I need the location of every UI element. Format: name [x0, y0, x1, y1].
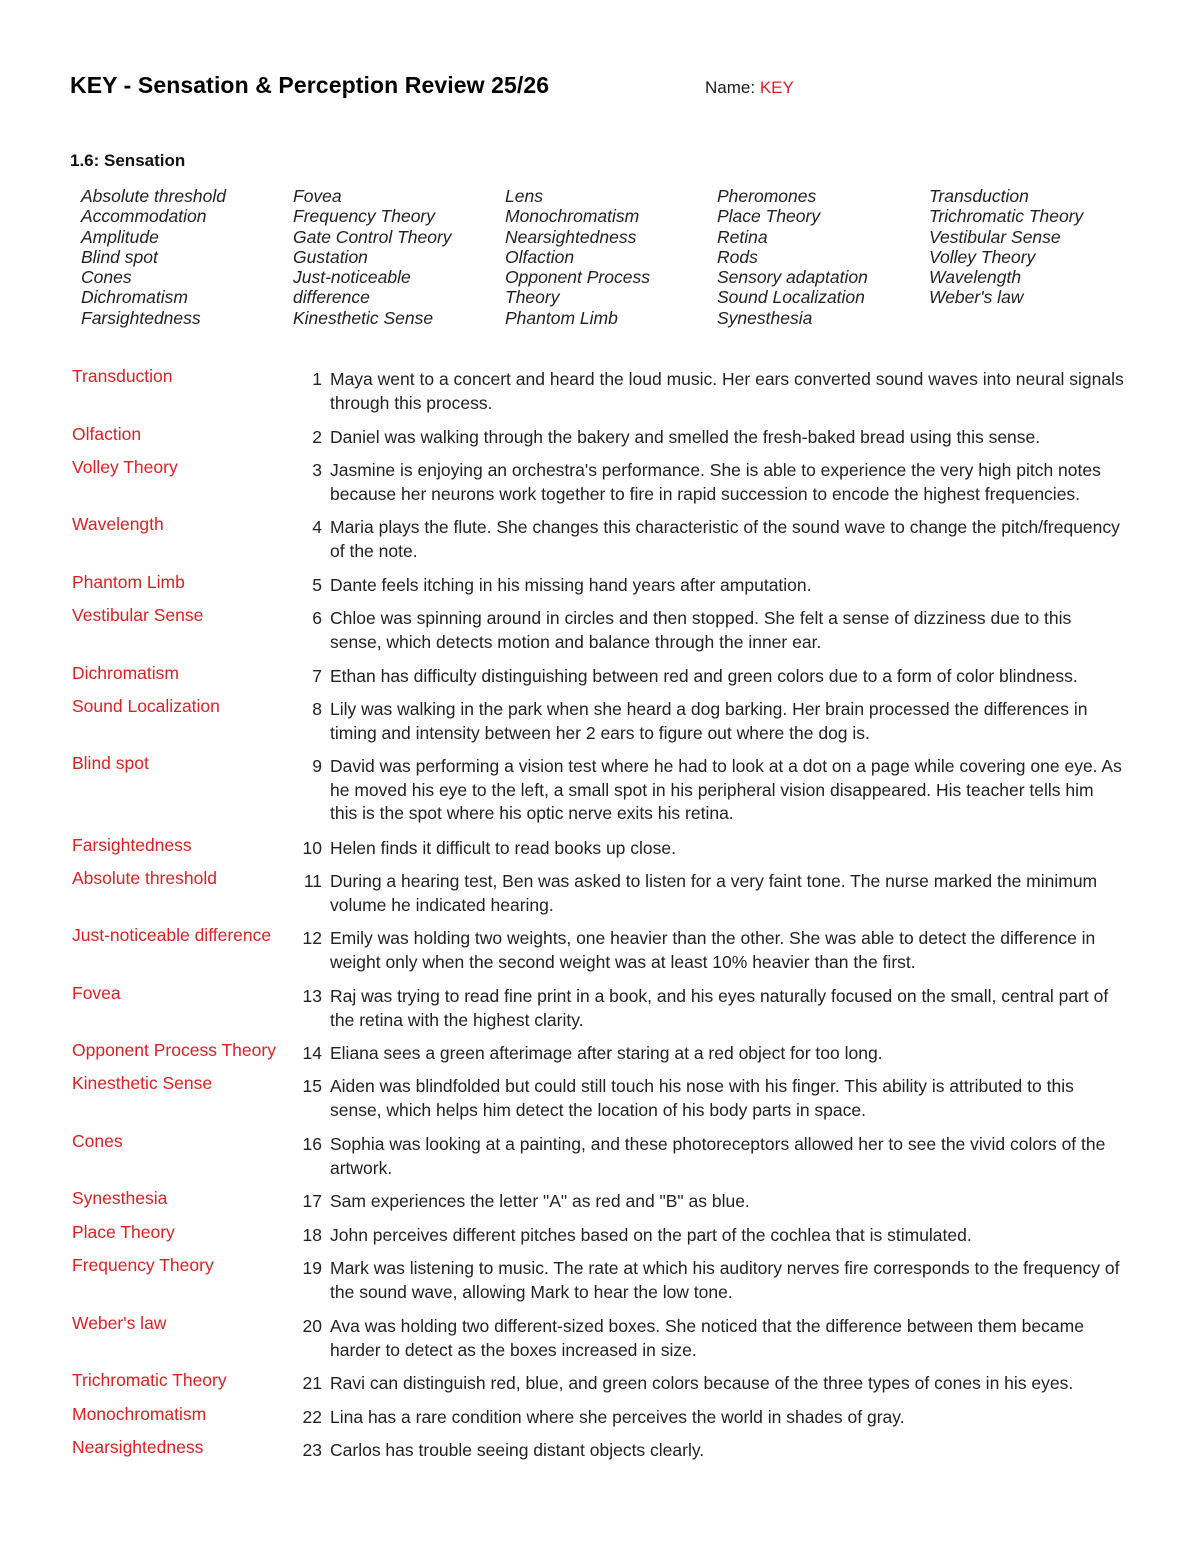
- question-text: Helen finds it difficult to read books up close.: [330, 838, 676, 858]
- question-number: 20: [302, 1316, 322, 1336]
- answer-text: Transduction: [72, 366, 173, 386]
- word-bank-term: Pheromones: [717, 186, 817, 206]
- answer-text: Wavelength: [72, 514, 164, 534]
- answer-text: Absolute threshold: [72, 868, 217, 888]
- word-bank-term: Synesthesia: [717, 307, 813, 328]
- word-bank-term: Frequency Theory: [293, 206, 436, 227]
- question-number: 22: [302, 1407, 322, 1427]
- question-text: Aiden was blindfolded but could still touch his nose with his finger. This ability is attributed to this sense, which helps him detect the location of his body parts in space.: [330, 1076, 1074, 1120]
- word-bank-term: Retina: [717, 226, 768, 247]
- question-number: 14: [302, 1043, 322, 1063]
- answer-text: Volley Theory: [72, 457, 178, 477]
- word-bank-term: Sensory adaptation: [717, 267, 868, 288]
- answer-text: Synesthesia: [72, 1188, 168, 1208]
- answer-text: Place Theory: [72, 1222, 175, 1242]
- question-text: Sam experiences the letter "A" as red and "B" as blue.: [330, 1191, 750, 1211]
- question-number: 12: [302, 928, 322, 948]
- question-number: 16: [302, 1134, 322, 1154]
- question-text: Carlos has trouble seeing distant objects clearly.: [330, 1440, 705, 1460]
- word-bank-term: Kinesthetic Sense: [293, 307, 434, 328]
- question-number: 17: [302, 1191, 322, 1211]
- question-number: 9: [312, 756, 322, 776]
- answer-text: Vestibular Sense: [72, 605, 204, 625]
- answer-text: Fovea: [72, 983, 121, 1003]
- name-field: [705, 78, 794, 98]
- word-bank-term: Just-noticeable: [293, 267, 411, 288]
- page-title: KEY - Sensation & Perception Review 25/26: [70, 72, 550, 98]
- answer-text: Trichromatic Theory: [72, 1370, 227, 1390]
- question-number: 7: [312, 666, 322, 686]
- question-number: 10: [302, 838, 322, 858]
- word-bank-term: Monochromatism: [505, 206, 640, 227]
- word-bank-term: difference: [293, 287, 370, 308]
- question-number: 11: [303, 871, 322, 891]
- word-bank-term: Trichromatic Theory: [929, 206, 1084, 227]
- word-bank-term: Dichromatism: [81, 287, 188, 308]
- word-bank-term: Opponent Process: [505, 267, 650, 288]
- answer-text: Phantom Limb: [72, 572, 185, 592]
- word-bank-term: Accommodation: [81, 206, 207, 227]
- answer-text: Frequency Theory: [72, 1255, 214, 1275]
- answer-text: Farsightedness: [72, 835, 192, 855]
- question-text: Maya went to a concert and heard the loud music. Her ears converted sound waves into neural signals through this process.: [330, 369, 1124, 413]
- word-bank-term: Volley Theory: [929, 246, 1036, 267]
- answer-text: Nearsightedness: [72, 1437, 204, 1457]
- word-bank-term: Vestibular Sense: [929, 226, 1061, 247]
- question-number: 1: [312, 369, 322, 389]
- question-text: John perceives different pitches based on the part of the cochlea that is stimulated.: [330, 1225, 972, 1245]
- word-bank-column-1: [81, 186, 286, 328]
- question-number: 18: [302, 1225, 322, 1245]
- word-bank-term: Olfaction: [505, 246, 575, 267]
- word-bank-column-4: [717, 186, 922, 328]
- word-bank-term: Place Theory: [717, 206, 821, 227]
- question-text: Chloe was spinning around in circles and then stopped. She felt a sense of dizziness due to this sense, which detects motion and balance through the inner ear.: [330, 608, 1072, 652]
- question-number: 21: [302, 1373, 322, 1393]
- question-text: Lily was walking in the park when she heard a dog barking. Her brain processed the differences in timing and intensity between her 2 ears to figure out where the dog is.: [330, 699, 1088, 743]
- word-bank-term: Farsightedness: [81, 307, 201, 328]
- answer-text: Sound Localization: [72, 696, 220, 716]
- question-text: Lina has a rare condition where she perceives the world in shades of gray.: [330, 1407, 905, 1427]
- answer-text: Dichromatism: [72, 663, 179, 683]
- word-bank: [0, 186, 1200, 331]
- word-bank-term: Absolute threshold: [81, 186, 226, 206]
- section-title: 1.6: Sensation: [70, 151, 186, 170]
- question-text: Ethan has difficulty distinguishing between red and green colors due to a form of color blindness.: [330, 666, 1078, 686]
- word-bank-term: Transduction: [929, 186, 1029, 206]
- question-number: 5: [312, 575, 322, 595]
- word-bank-term: Blind spot: [81, 246, 158, 267]
- question-text: Ravi can distinguish red, blue, and green colors because of the three types of cones in his eyes.: [330, 1373, 1074, 1393]
- question-text: During a hearing test, Ben was asked to listen for a very faint tone. The nurse marked the minimum volume he indicated hearing.: [330, 871, 1098, 915]
- word-bank-term: Lens: [505, 186, 543, 206]
- word-bank-term: Wavelength: [929, 267, 1022, 288]
- word-bank-term: Cones: [81, 267, 132, 288]
- answer-text: Blind spot: [72, 753, 149, 773]
- question-number: 13: [302, 986, 322, 1006]
- answer-text: Monochromatism: [72, 1404, 207, 1424]
- word-bank-term: Rods: [717, 246, 758, 267]
- question-number: 23: [302, 1440, 322, 1460]
- answer-text: Kinesthetic Sense: [72, 1073, 213, 1093]
- question-text: Raj was trying to read fine print in a book, and his eyes naturally focused on the small, central part of the retina with the highest clarity.: [330, 986, 1109, 1030]
- question-number: 3: [312, 460, 322, 480]
- question-text: Jasmine is enjoying an orchestra's performance. She is able to experience the very high pitch notes because her neurons work together to fire in rapid succession to encode the highest frequencies.: [330, 460, 1101, 504]
- answer-text: Weber's law: [72, 1313, 167, 1333]
- question-text: Sophia was looking at a painting, and these photoreceptors allowed her to see the vivid colors of the artwork.: [330, 1134, 1106, 1178]
- question-number: 2: [312, 427, 322, 447]
- word-bank-term: Sound Localization: [717, 287, 865, 308]
- word-bank-term: Gate Control Theory: [293, 226, 452, 247]
- answer-text: Just-noticeable difference: [72, 925, 272, 945]
- question-text: Dante feels itching in his missing hand years after amputation.: [330, 575, 812, 595]
- answer-text: Opponent Process Theory: [72, 1040, 276, 1060]
- question-number: 8: [312, 699, 322, 719]
- name-value: KEY: [759, 78, 794, 97]
- word-bank-term: Fovea: [293, 186, 342, 206]
- question-text: Ava was holding two different-sized boxes. She noticed that the difference between them became harder to detect as the boxes increased in size.: [330, 1316, 1084, 1360]
- word-bank-term: Weber's law: [929, 287, 1024, 308]
- word-bank-term: Nearsightedness: [505, 226, 637, 247]
- question-number: 6: [312, 608, 322, 628]
- question-text: Daniel was walking through the bakery and smelled the fresh-baked bread using this sense.: [330, 427, 1041, 447]
- name-label: Name:: [705, 78, 756, 97]
- question-number: 4: [312, 517, 322, 537]
- word-bank-term: Gustation: [293, 246, 368, 267]
- question-text: Mark was listening to music. The rate at which his auditory nerves fire corresponds to the frequency of the sound wave, allowing Mark to hear the low tone.: [330, 1258, 1120, 1302]
- question-number: 15: [302, 1076, 322, 1096]
- answer-text: Olfaction: [72, 424, 142, 444]
- word-bank-column-2: [293, 186, 498, 328]
- answer-text: Cones: [72, 1131, 123, 1151]
- question-text: David was performing a vision test where he had to look at a dot on a page while covering one eye. As he moved his eye to the left, a small spot in his peripheral vision disappeared. His teacher tells him this is the spot where his optic nerve exits his retina.: [330, 756, 1122, 823]
- question-number: 19: [302, 1258, 322, 1278]
- question-text: Eliana sees a green afterimage after staring at a red object for too long.: [330, 1043, 883, 1063]
- word-bank-term: Phantom Limb: [505, 307, 618, 328]
- question-text: Emily was holding two weights, one heavier than the other. She was able to detect the difference in weight only when the second weight was at least 10% heavier than the first.: [330, 928, 1096, 972]
- word-bank-term: Amplitude: [81, 226, 159, 247]
- word-bank-column-3: [505, 186, 710, 328]
- word-bank-term: Theory: [505, 287, 560, 308]
- word-bank-column-5: [929, 186, 1134, 308]
- question-text: Maria plays the flute. She changes this characteristic of the sound wave to change the pitch/frequency of the note.: [330, 517, 1120, 561]
